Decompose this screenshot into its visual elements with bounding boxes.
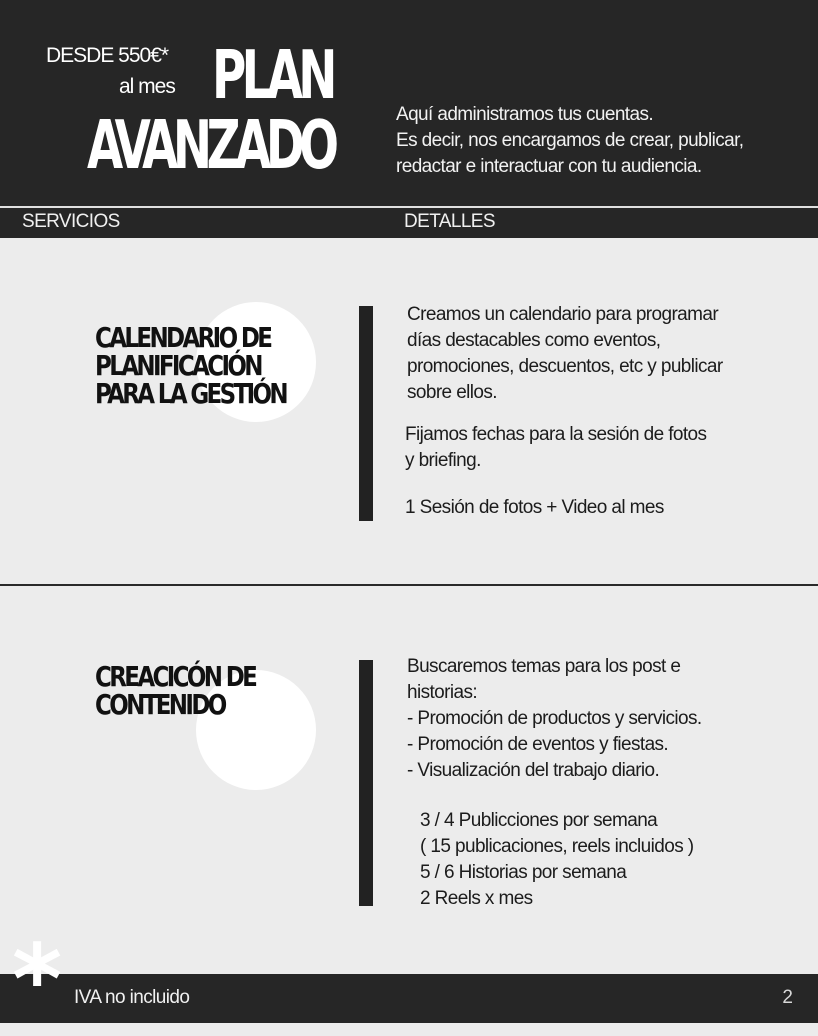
header-divider bbox=[0, 206, 818, 208]
service-section-calendar bbox=[0, 238, 818, 584]
detail-line: - Promoción de productos y servicios. bbox=[407, 708, 702, 729]
service-title-line: PLANIFICACIÓN bbox=[95, 349, 261, 382]
service-details bbox=[407, 654, 702, 784]
intro-line: redactar e interactuar con tu audiencia. bbox=[396, 156, 702, 177]
header bbox=[0, 0, 818, 238]
detail-line: - Visualización del trabajo diario. bbox=[407, 760, 660, 781]
detail-line: promociones, descuentos, etc y publicar bbox=[407, 356, 723, 377]
price-period: al mes bbox=[119, 75, 175, 98]
vertical-bar bbox=[359, 660, 373, 906]
detail-line: 2 Reels x mes bbox=[420, 888, 533, 909]
asterisk-icon: * bbox=[12, 924, 63, 1036]
column-header-details: DETALLES bbox=[404, 211, 495, 232]
column-header-services: SERVICIOS bbox=[22, 211, 120, 232]
intro-line: Es decir, nos encargamos de crear, publicar, bbox=[396, 130, 744, 151]
detail-line: y briefing. bbox=[405, 450, 481, 471]
plan-title-line1: PLAN bbox=[212, 36, 333, 115]
detail-line: Fijamos fechas para la sesión de fotos bbox=[405, 424, 707, 445]
service-title bbox=[95, 321, 286, 410]
plan-intro bbox=[396, 102, 806, 180]
plan-title-line2: AVANZADO bbox=[87, 106, 334, 185]
detail-line: - Promoción de eventos y fiestas. bbox=[407, 734, 669, 755]
detail-line: Buscaremos temas para los post e bbox=[407, 656, 681, 677]
service-title bbox=[95, 660, 256, 721]
service-section-content bbox=[0, 586, 818, 974]
intro-line: Aquí administramos tus cuentas. bbox=[396, 104, 654, 125]
vertical-bar bbox=[359, 306, 373, 521]
service-details bbox=[405, 495, 664, 521]
service-title-line: CALENDARIO DE bbox=[95, 321, 271, 354]
detail-line: sobre ellos. bbox=[407, 382, 497, 403]
footer-note: IVA no incluido bbox=[74, 987, 190, 1008]
service-details bbox=[405, 422, 706, 474]
service-title-line: CREACICÓN DE bbox=[95, 660, 256, 693]
detail-line: 1 Sesión de fotos + Video al mes bbox=[405, 497, 664, 518]
price-label: DESDE 550€* bbox=[46, 44, 169, 67]
detail-line: 5 / 6 Historias por semana bbox=[420, 862, 627, 883]
detail-line: ( 15 publicaciones, reels incluidos ) bbox=[420, 836, 694, 857]
detail-line: 3 / 4 Publicciones por semana bbox=[420, 810, 658, 831]
detail-line: historias: bbox=[407, 682, 478, 703]
service-title-line: CONTENIDO bbox=[95, 688, 225, 721]
service-title-line: PARA LA GESTIÓN bbox=[95, 377, 286, 410]
service-details bbox=[420, 808, 694, 912]
page-number: 2 bbox=[782, 987, 793, 1008]
detail-line: Creamos un calendario para programar bbox=[407, 304, 719, 325]
service-details bbox=[407, 302, 723, 406]
detail-line: días destacables como eventos, bbox=[407, 330, 661, 351]
